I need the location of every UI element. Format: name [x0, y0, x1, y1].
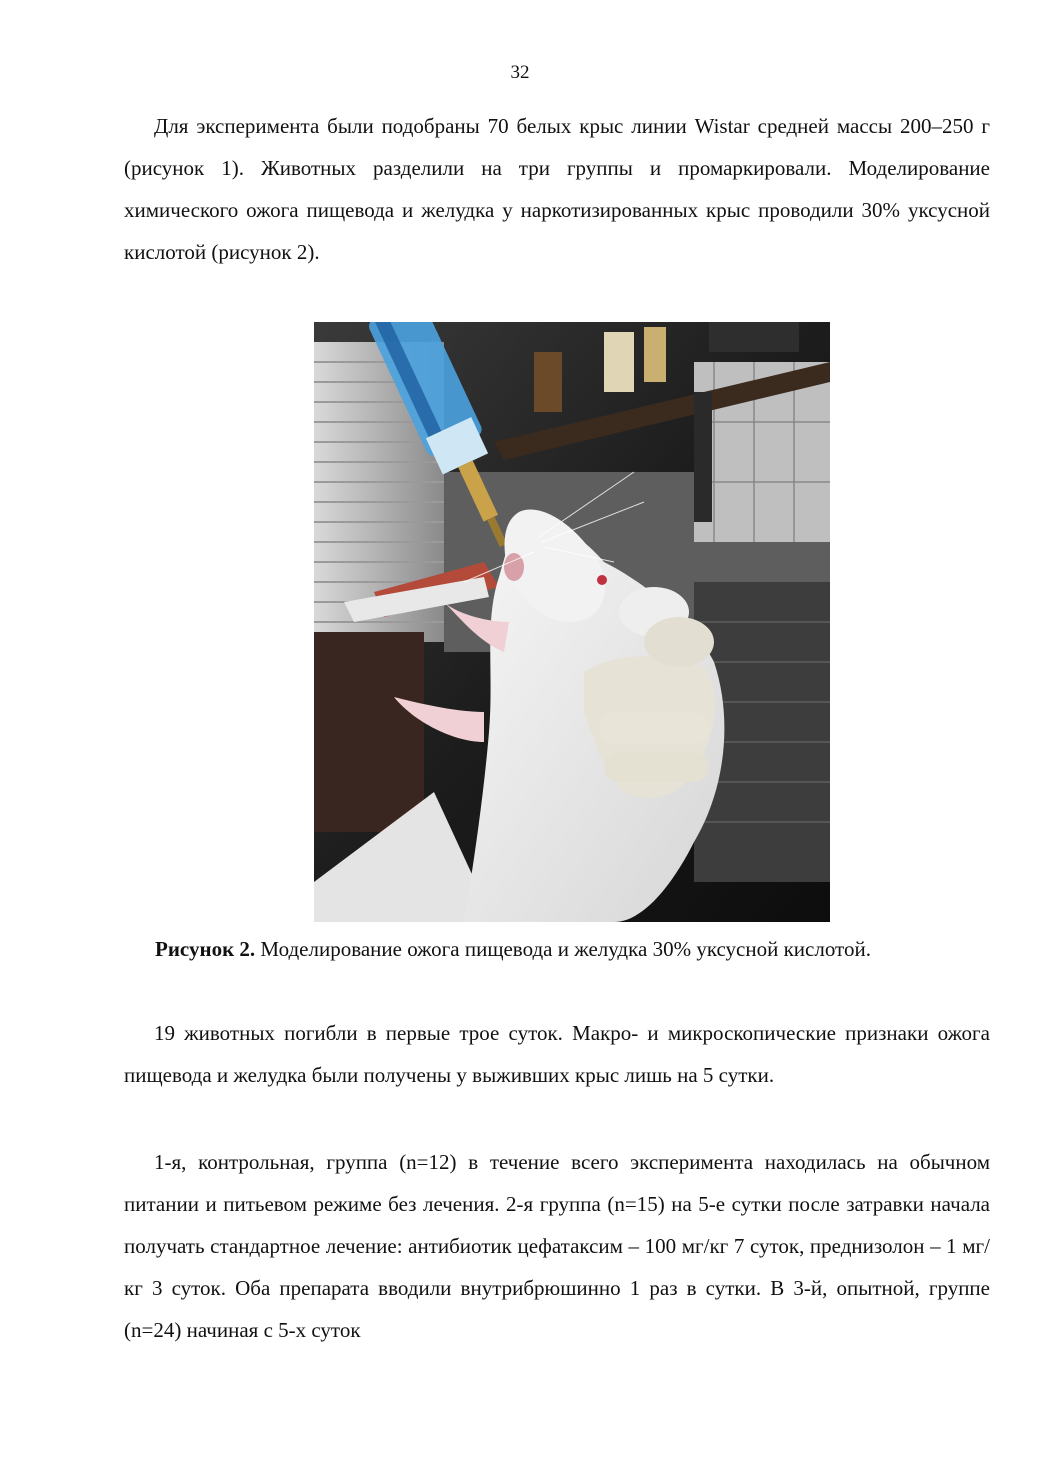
figure-photo [314, 322, 830, 922]
paragraph-1: Для эксперимента были подобраны 70 белых крыс линии Wistar средней массы 200–250 г (рисунок 1). Животных разделили на три группы и промаркировали. Моделирование химического ожога пищевода и желудка у наркотизированных крыс проводили 30% уксусной кислотой (рисунок 2). [124, 114, 990, 264]
page-number: 32 [510, 62, 530, 83]
paragraph-3: 1-я, контрольная, группа (n=12) в течение всего эксперимента находилась на обычном питании и питьевом режиме без лечения. 2-я группа (n=15) на 5-е сутки после затравки начала получать стандартное лечение: антибиотик цефатаксим – 100 мг/кг 7 суток, преднизолон – 1 мг/кг 3 суток. Оба препарата вводили внутрибрюшинно 1 раз в сутки. В 3-й, опытной, группе (n=24) начиная с 5-х суток [124, 1150, 990, 1342]
figure-caption-label: Рисунок 2. [155, 937, 256, 961]
figure-caption-text: Моделирование ожога пищевода и желудка 30% уксусной кислотой. [255, 937, 871, 961]
figure-caption [155, 933, 995, 965]
paragraph-2: 19 животных погибли в первые трое суток. Макро- и микроскопические признаки ожога пищевода и желудка были получены у выживших крыс лишь на 5 сутки. [124, 1021, 990, 1087]
